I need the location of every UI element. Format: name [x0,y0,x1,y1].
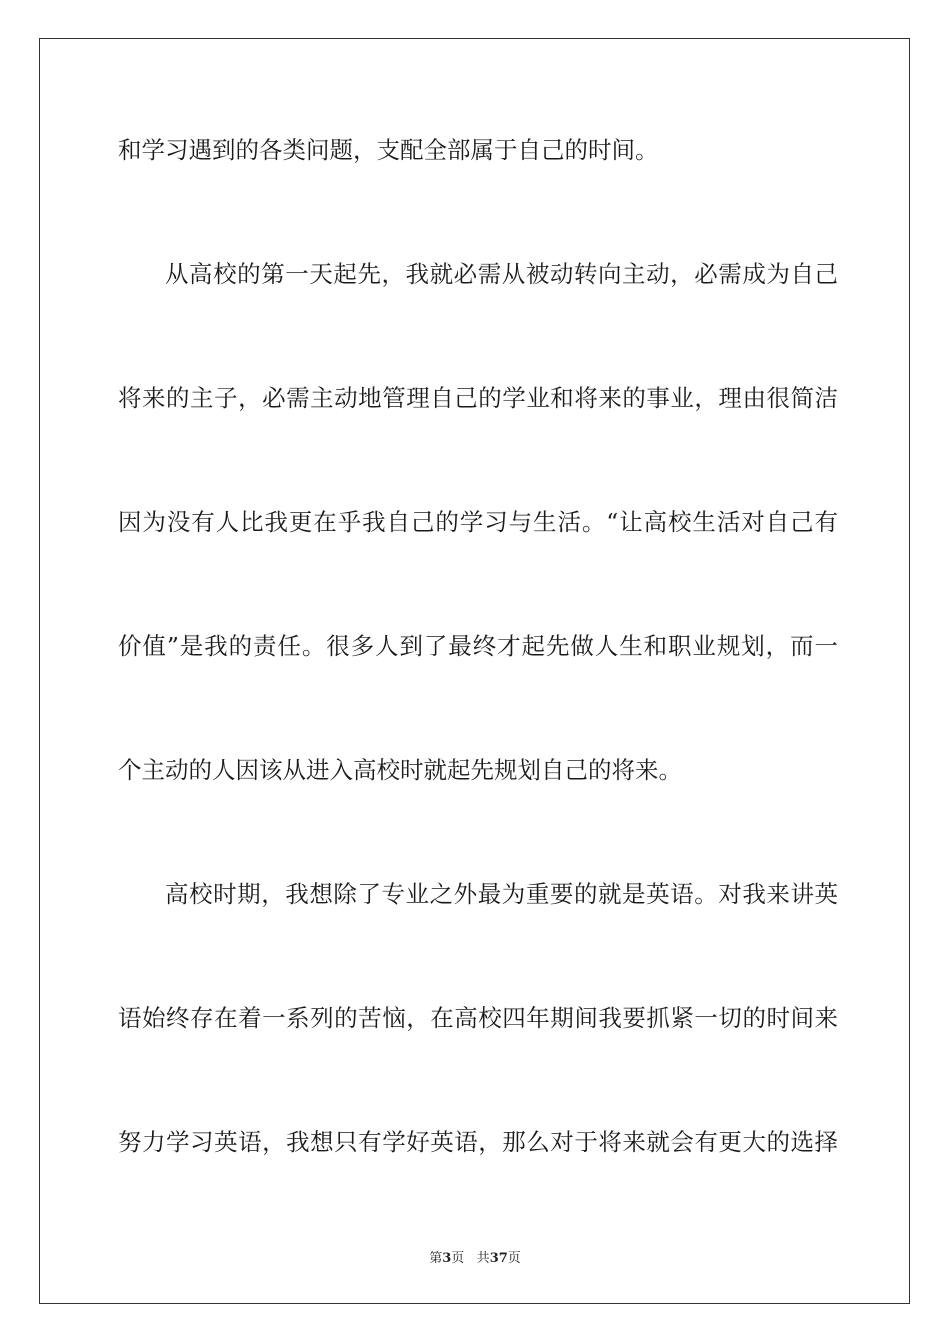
paragraph-line: 高校时期，我想除了专业之外最为重要的就是英语。对我来讲英 [165,880,838,908]
total-suffix: 页 [507,1251,521,1266]
paragraph-line: 努力学习英语，我想只有学好英语，那么对于将来就会有更大的选择 [118,1128,838,1156]
page-number: 3 [442,1251,452,1266]
paragraph-line: 将来的主子，必需主动地管理自己的学业和将来的事业，理由很简洁 [118,384,838,412]
paragraph-line: 和学习遇到的各类问题，支配全部属于自己的时间。 [118,136,659,164]
total-pages: 37 [489,1251,508,1266]
paragraph-line: 从高校的第一天起先，我就必需从被动转向主动，必需成为自己 [165,260,838,288]
paragraph-line: 个主动的人因该从进入高校时就起先规划自己的将来。 [118,756,682,784]
page-footer [0,1247,950,1266]
paragraph-line: 价值”是我的责任。很多人到了最终才起先做人生和职业规划，而一 [118,632,838,660]
paragraph-line: 因为没有人比我更在乎我自己的学习与生活。“让高校生活对自己有 [118,508,838,536]
page-prefix: 第 [429,1251,443,1266]
page-border [39,38,910,1304]
paragraph-line: 语始终存在着一系列的苦恼，在高校四年期间我要抓紧一切的时间来 [118,1004,838,1032]
page-suffix: 页 [451,1251,465,1266]
total-prefix: 共 [476,1251,490,1266]
